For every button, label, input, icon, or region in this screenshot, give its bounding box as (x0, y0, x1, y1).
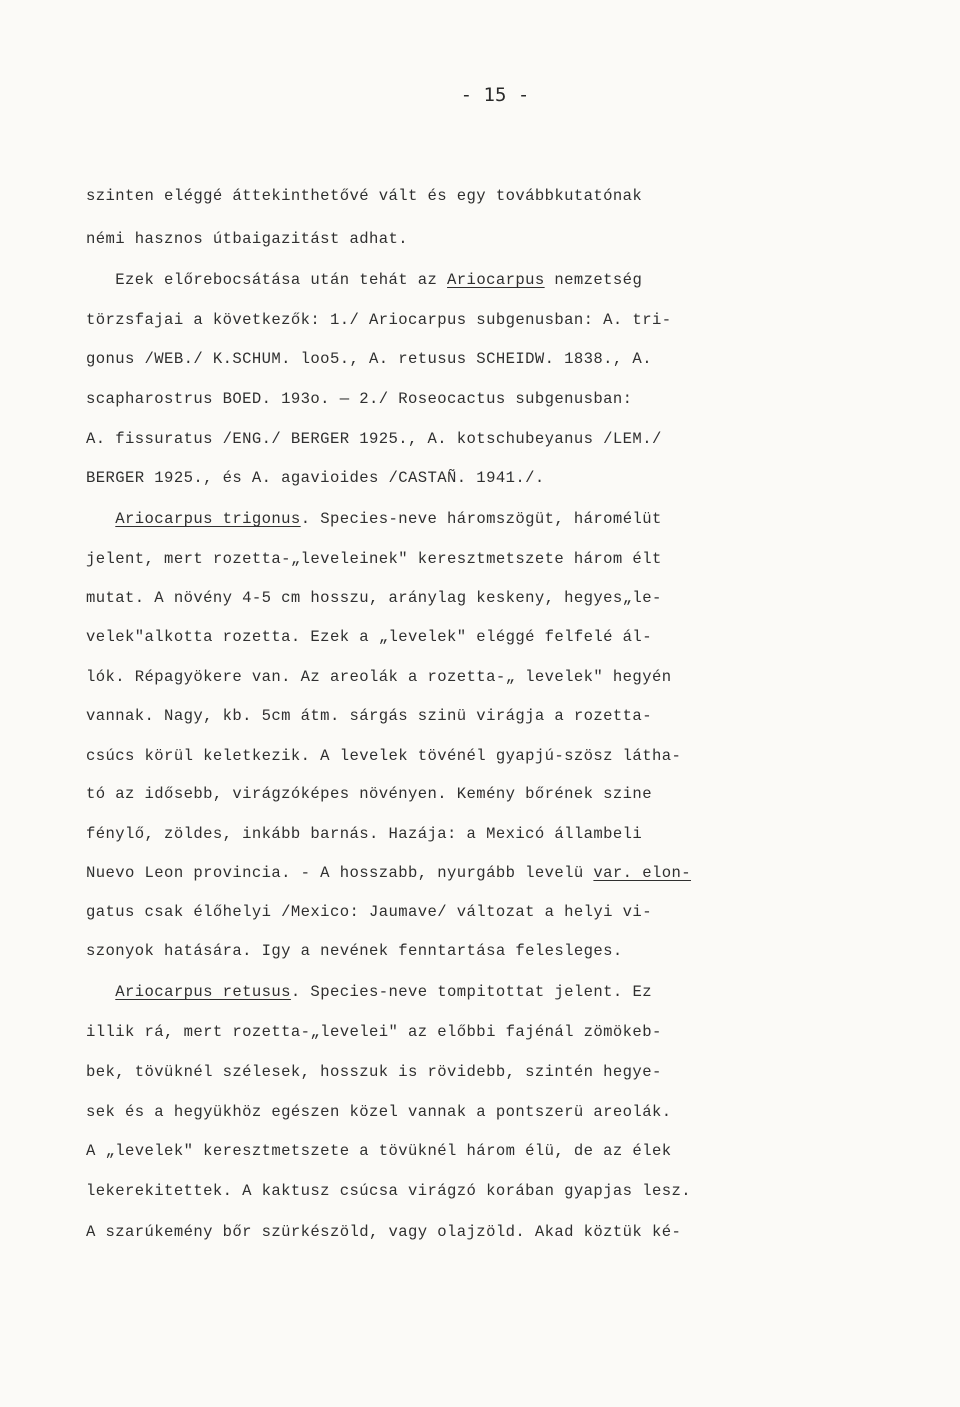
text-line (86, 588, 662, 608)
text-segment: . Species-neve háromszögüt, háromélüt (300, 510, 662, 528)
text-segment: Nuevo Leon provincia. - A hosszabb, nyurgább levelü (86, 864, 594, 882)
text-segment: illik rá, mert rozetta-„levelei" az előbbi fajénál zömökeb- (86, 1023, 662, 1041)
text-line (86, 1181, 691, 1201)
underlined-text: Ariocarpus retusus (115, 983, 291, 1001)
text-segment: lók. Répagyökere van. Az areolák a rozetta-„ levelek" hegyén (86, 668, 672, 686)
text-segment: némi hasznos útbaigazitást adhat. (86, 230, 409, 248)
text-line (86, 1222, 681, 1242)
text-line (86, 982, 652, 1002)
text-segment: bek, tövüknél szélesek, hosszuk is rövidebb, szintén hegye- (86, 1063, 662, 1081)
text-line (86, 784, 652, 804)
text-segment: csúcs körül keletkezik. A levelek tövénél gyapjú-szösz látha- (86, 747, 682, 765)
text-segment: tó az idősebb, virágzóképes növényen. Kemény bőrének szine (86, 785, 652, 803)
text-line (86, 429, 662, 449)
text-line (86, 270, 642, 290)
page-number: - 15 - (460, 84, 530, 106)
text-line (86, 349, 652, 369)
text-segment: A „levelek" keresztmetszete a tövüknél három élü, de az élek (86, 1142, 672, 1160)
text-segment (86, 983, 115, 1001)
text-line (86, 902, 652, 922)
text-segment: A szarúkemény bőr szürkészöld, vagy olajzöld. Akad köztük ké- (86, 1223, 682, 1241)
text-segment: szonyok hatására. Igy a nevének fenntartása felesleges. (86, 942, 623, 960)
text-segment: Ezek előrebocsátása után tehát az (86, 271, 448, 289)
text-segment: lekerekitettek. A kaktusz csúcsa virágzó korában gyapjas lesz. (86, 1182, 691, 1200)
text-line (86, 549, 662, 569)
text-line (86, 1062, 662, 1082)
text-line (86, 389, 632, 409)
text-segment: velek"alkotta rozetta. Ezek a „levelek" eléggé felfelé ál- (86, 628, 652, 646)
text-line (86, 1022, 662, 1042)
text-segment: A. fissuratus /ENG./ BERGER 1925., A. kotschubeyanus /LEM./ (86, 430, 662, 448)
underlined-text: Ariocarpus (447, 271, 545, 289)
text-segment: . Species-neve tompitottat jelent. Ez (290, 983, 652, 1001)
text-line (86, 509, 662, 529)
text-line (86, 1141, 671, 1161)
text-line (86, 746, 681, 766)
text-segment: szinten eléggé áttekinthetővé vált és egy továbbkutatónak (86, 187, 643, 205)
text-segment: gonus /WEB./ K.SCHUM. loo5., A. retusus SCHEIDW. 1838., A. (86, 350, 652, 368)
text-segment: sek és a hegyükhöz egészen közel vannak a pontszerü areolák. (86, 1103, 672, 1121)
text-segment: BERGER 1925., és A. agavioides /CASTAÑ. 1941./. (86, 469, 545, 487)
text-line (86, 706, 652, 726)
text-segment: fénylő, zöldes, inkább barnás. Hazája: a Mexicó állambeli (86, 825, 643, 843)
text-line (86, 186, 642, 206)
text-line (86, 627, 652, 647)
text-segment: gatus csak élőhelyi /Mexico: Jaumave/ változat a helyi vi- (86, 903, 652, 921)
text-line (86, 229, 408, 249)
text-segment: vannak. Nagy, kb. 5cm átm. sárgás szinü virágja a rozetta- (86, 707, 652, 725)
text-line (86, 824, 642, 844)
underlined-text: Ariocarpus trigonus (115, 510, 301, 528)
text-line (86, 941, 623, 961)
text-line (86, 863, 691, 883)
text-line (86, 1102, 671, 1122)
text-segment: törzsfajai a következők: 1./ Ariocarpus subgenusban: A. tri- (86, 311, 672, 329)
text-line (86, 468, 545, 488)
text-segment (86, 510, 115, 528)
text-segment: nemzetség (544, 271, 643, 289)
text-line (86, 310, 671, 330)
text-segment: scapharostrus BOED. 193o. — 2./ Roseocactus subgenusban: (86, 390, 633, 408)
text-line (86, 667, 671, 687)
underlined-text: var. elon- (593, 864, 691, 882)
text-segment: jelent, mert rozetta-„leveleinek" keresztmetszete három élt (86, 550, 662, 568)
text-segment: mutat. A növény 4-5 cm hosszu, aránylag keskeny, hegyes„le- (86, 589, 662, 607)
